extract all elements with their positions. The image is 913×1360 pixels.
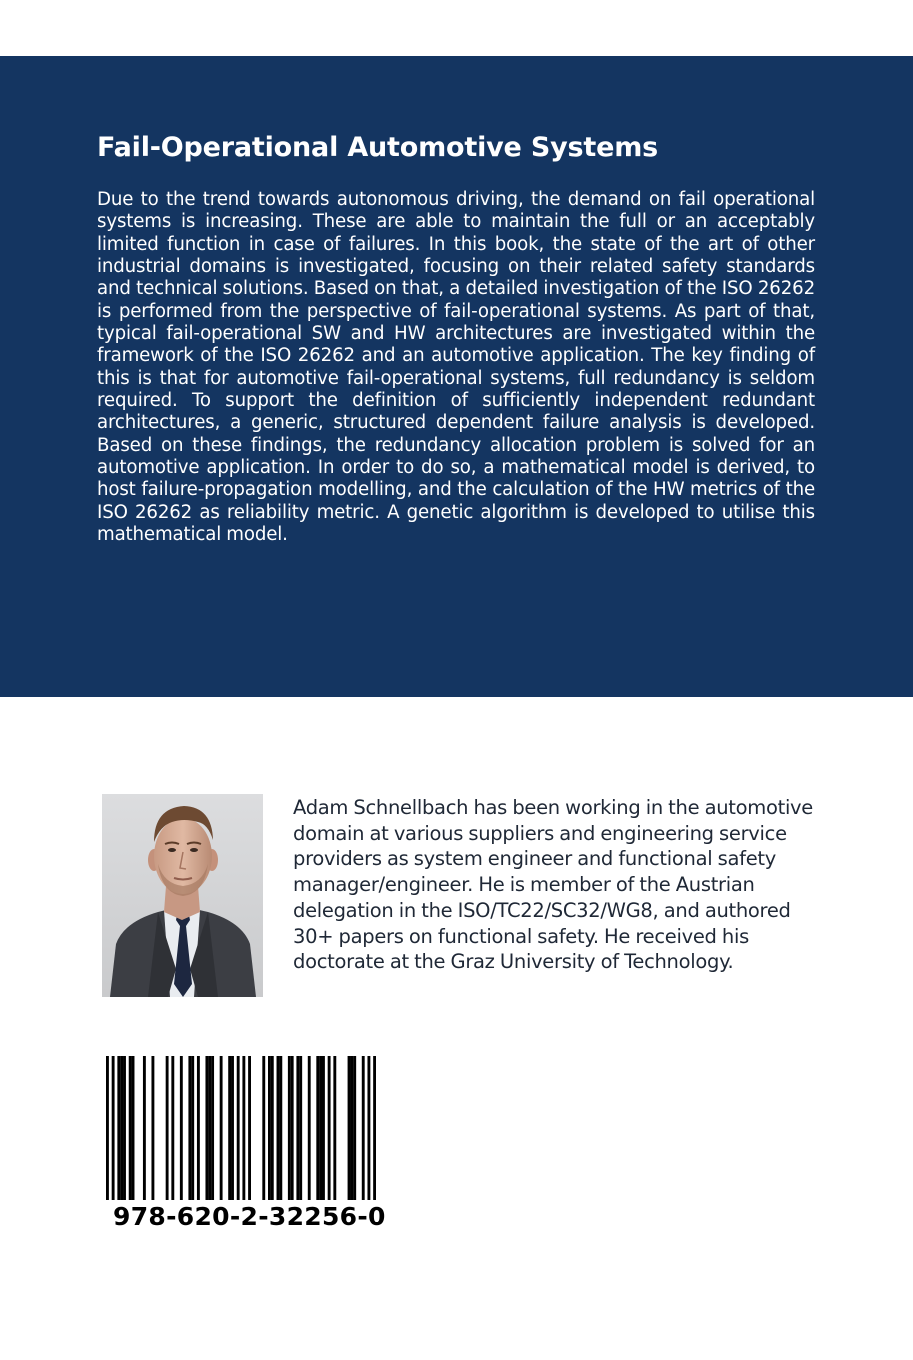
barcode-bar [296, 1056, 299, 1200]
author-portrait-icon [102, 794, 263, 997]
barcode-bar [123, 1056, 126, 1200]
barcode-bar [197, 1056, 200, 1200]
barcode-bar [211, 1056, 214, 1200]
barcode-bar [208, 1056, 211, 1200]
barcode-bar [316, 1056, 319, 1200]
barcode-icon [106, 1056, 376, 1200]
barcode-bar [268, 1056, 271, 1200]
barcode-bar [288, 1056, 291, 1200]
barcode-bar [112, 1056, 115, 1200]
barcode-bar [171, 1056, 174, 1200]
barcode-bar [143, 1056, 146, 1200]
barcode-bar [350, 1056, 353, 1200]
book-description: Due to the trend towards autonomous driving, the demand on fail operational systems is increasing. These are able to maintain the full or an acceptably limited function in case of failures. In this book, the state of the art of other industrial domains is investigated, focusing on their related safety standards and technical solutions. Based on that, a detailed investigation of the ISO 26262 is performed from the perspective of fail-operational systems. As part of that, typical fail-operational SW and HW architectures are investigated within the framework of the ISO 26262 and an automotive application. The key finding of this is that for automotive fail-operational systems, full redundancy is seldom required. To support the definition of sufficiently independent redundant architectures, a generic, structured dependent failure analysis is developed. Based on these findings, the redundancy allocation problem is solved for an automotive application. In order to do so, a mathematical model is derived, to host failure-propagation modelling, and the calculation of the HW metrics of the ISO 26262 as reliability metric. A genetic algorithm is developed to utilise this mathematical model. [97, 189, 815, 546]
barcode-bar [120, 1056, 123, 1200]
barcode-bar [333, 1056, 336, 1200]
barcode-bar [220, 1056, 223, 1200]
barcode-bar [367, 1056, 370, 1200]
barcode-bar [262, 1056, 265, 1200]
barcode-bar [277, 1056, 280, 1200]
barcode-bar [353, 1056, 356, 1200]
barcode [106, 1056, 376, 1200]
barcode-bar [242, 1056, 245, 1200]
barcode-bar [166, 1056, 169, 1200]
barcode-bar [205, 1056, 208, 1200]
barcode-bar [328, 1056, 331, 1200]
author-biography: Adam Schnellbach has been working in the automotive domain at various suppliers and engineering service providers as system engineer and functional safety manager/engineer. He is member of the Austrian delegation in the ISO/TC22/SC32/WG8, and authored 30+ papers on functional safety. He received his doctorate at the Graz University of Technology. [293, 796, 813, 974]
barcode-bar [106, 1056, 109, 1200]
barcode-bar [299, 1056, 302, 1200]
barcode-bar [348, 1056, 351, 1200]
barcode-bar [117, 1056, 120, 1200]
author-photo [102, 794, 263, 997]
barcode-bar [291, 1056, 294, 1200]
barcode-bar [228, 1056, 231, 1200]
barcode-bar [279, 1056, 282, 1200]
barcode-bar [248, 1056, 251, 1200]
barcode-bar [188, 1056, 191, 1200]
barcode-bar [322, 1056, 325, 1200]
barcode-bar [129, 1056, 132, 1200]
barcode-bar [151, 1056, 154, 1200]
barcode-bar [373, 1056, 376, 1200]
barcode-bar [362, 1056, 365, 1200]
book-title: Fail-Operational Automotive Systems [97, 132, 659, 163]
barcode-bar [191, 1056, 194, 1200]
barcode-bar [180, 1056, 183, 1200]
isbn-number: 978-620-2-32256-0 [113, 1202, 386, 1231]
barcode-bar [319, 1056, 322, 1200]
barcode-bar [271, 1056, 274, 1200]
barcode-bar [308, 1056, 311, 1200]
barcode-bar [231, 1056, 234, 1200]
barcode-bar [132, 1056, 135, 1200]
barcode-bar [237, 1056, 240, 1200]
